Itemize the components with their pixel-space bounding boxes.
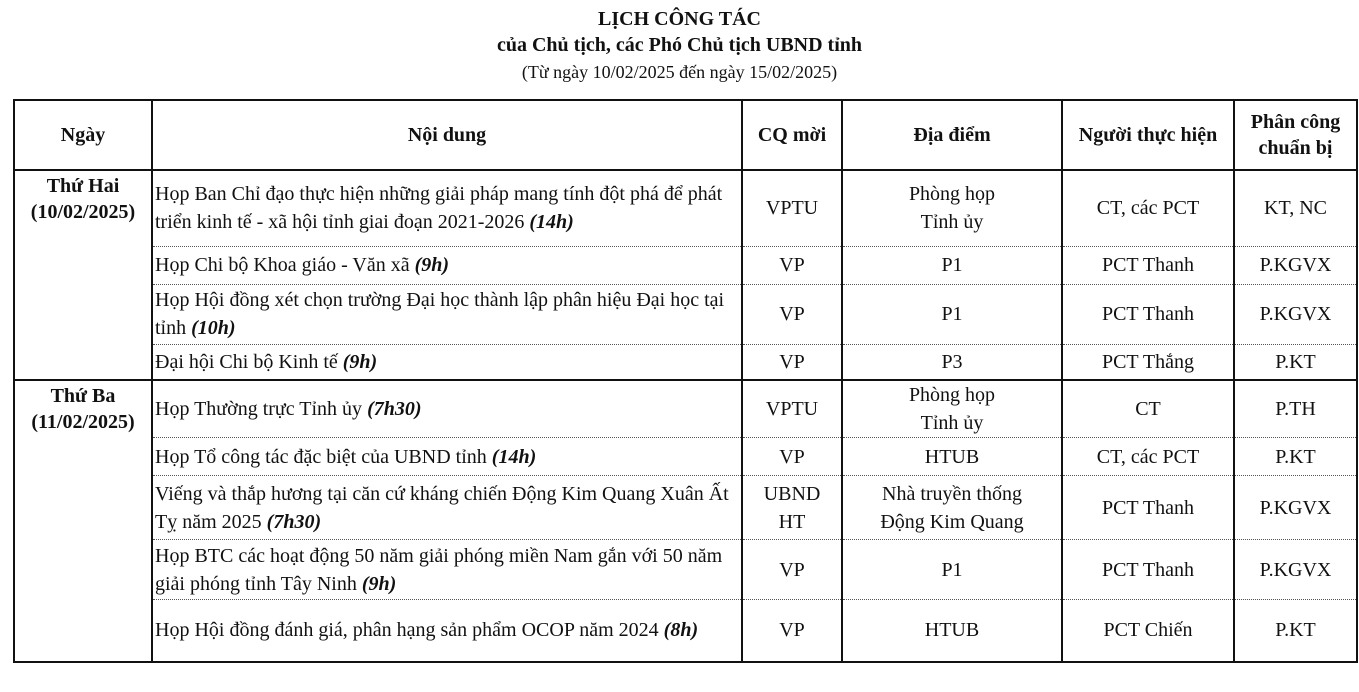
col-header-inviter: CQ mời <box>742 100 842 170</box>
content-cell <box>152 540 742 600</box>
inviter-line: UBND <box>763 482 821 505</box>
prep-cell: KT, NC <box>1234 170 1357 246</box>
inviter-cell <box>742 170 842 246</box>
location-line: Tỉnh ủy <box>920 211 984 234</box>
event-time: (9h) <box>361 572 397 595</box>
event-time: (10h) <box>191 317 236 339</box>
event-text: Họp Thường trực Tỉnh ủy <box>155 398 368 420</box>
day-cell <box>14 380 152 662</box>
event-time: (9h) <box>342 350 378 373</box>
event-time: (14h) <box>491 445 537 468</box>
prep-cell: P.TH <box>1234 380 1357 438</box>
document-subtitle: của Chủ tịch, các Phó Chủ tịch UBND tỉnh <box>496 34 863 56</box>
table-row <box>14 246 1357 284</box>
event-text: Đại hội Chi bộ Kinh tế <box>155 350 343 373</box>
location-cell <box>842 438 1062 476</box>
event-text: Họp BTC các hoạt động 50 năm giải phóng miền Nam gắn với 50 năm giải phóng tỉnh Tây Ninh <box>155 544 723 595</box>
content-cell <box>152 344 742 380</box>
content-cell <box>152 438 742 476</box>
location-line: Tỉnh ủy <box>920 412 984 434</box>
location-cell <box>842 540 1062 600</box>
event-text: Họp Ban Chỉ đạo thực hiện những giải pháp mang tính đột phá để phát triển kinh tế - xã hội tỉnh giai đoạn 2021-2026 <box>155 183 723 234</box>
performer-cell: CT <box>1062 380 1234 438</box>
inviter-line: VP <box>779 558 805 581</box>
performer-cell: CT, các PCT <box>1062 438 1234 476</box>
inviter-cell <box>742 600 842 662</box>
prep-cell: P.KT <box>1234 600 1357 662</box>
inviter-cell <box>742 540 842 600</box>
event-text: Họp Hội đồng đánh giá, phân hạng sản phẩm OCOP năm 2024 <box>155 619 664 642</box>
performer-cell: PCT Thanh <box>1062 284 1234 344</box>
content-cell <box>152 170 742 246</box>
col-header-prep-line2: chuẩn bị <box>1258 137 1333 159</box>
table-row <box>14 380 1357 438</box>
inviter-line: VPTU <box>765 398 819 420</box>
day-cell <box>14 170 152 380</box>
document-title: LỊCH CÔNG TÁC <box>598 8 761 30</box>
header-row <box>14 100 1357 170</box>
location-line: HTUB <box>924 445 980 468</box>
col-header-performer: Người thực hiện <box>1062 100 1234 170</box>
event-time: (7h30) <box>367 398 422 420</box>
location-line: HTUB <box>924 619 980 642</box>
location-line: Phòng họp <box>908 384 996 406</box>
event-time: (14h) <box>529 211 574 234</box>
content-cell <box>152 476 742 540</box>
location-cell <box>842 284 1062 344</box>
event-time: (8h) <box>663 619 699 642</box>
table-row <box>14 170 1357 246</box>
event-time: (9h) <box>414 254 450 276</box>
inviter-line: VPTU <box>765 197 819 220</box>
prep-cell: P.KT <box>1234 438 1357 476</box>
col-header-prep <box>1234 100 1357 170</box>
location-line: Phòng họp <box>908 183 996 206</box>
event-time: (7h30) <box>266 510 322 533</box>
inviter-line: VP <box>779 254 805 276</box>
inviter-line: VP <box>779 350 805 373</box>
inviter-cell <box>742 344 842 380</box>
content-cell <box>152 284 742 344</box>
location-cell <box>842 344 1062 380</box>
location-cell <box>842 170 1062 246</box>
event-text: Họp Tổ công tác đặc biệt của UBND tỉnh <box>155 445 492 468</box>
location-line: P1 <box>941 558 963 581</box>
inviter-cell <box>742 438 842 476</box>
table-row <box>14 600 1357 662</box>
inviter-line: HT <box>778 510 806 533</box>
day-date: (10/02/2025) <box>30 201 136 223</box>
prep-cell: P.KT <box>1234 344 1357 380</box>
content-cell <box>152 246 742 284</box>
location-cell <box>842 600 1062 662</box>
event-text: Họp Hội đồng xét chọn trường Đại học thành lập phân hiệu Đại học tại tỉnh <box>155 289 725 339</box>
performer-cell: PCT Chiến <box>1062 600 1234 662</box>
day-name: Thứ Hai <box>46 175 120 197</box>
content-cell <box>152 380 742 438</box>
location-cell <box>842 476 1062 540</box>
location-cell <box>842 380 1062 438</box>
performer-cell: CT, các PCT <box>1062 170 1234 246</box>
day-name: Thứ Ba <box>50 385 116 407</box>
col-header-prep-line1: Phân công <box>1250 111 1341 133</box>
performer-cell: PCT Thanh <box>1062 540 1234 600</box>
location-line: P1 <box>941 303 963 325</box>
prep-cell: P.KGVX <box>1234 540 1357 600</box>
prep-cell: P.KGVX <box>1234 246 1357 284</box>
location-line: P3 <box>941 350 963 373</box>
col-header-content: Nội dung <box>152 100 742 170</box>
inviter-line: VP <box>779 619 805 642</box>
location-cell <box>842 246 1062 284</box>
table-row <box>14 438 1357 476</box>
performer-cell: PCT Thanh <box>1062 476 1234 540</box>
inviter-line: VP <box>779 303 805 325</box>
content-cell <box>152 600 742 662</box>
schedule-body <box>14 170 1357 662</box>
prep-cell: P.KGVX <box>1234 284 1357 344</box>
inviter-cell <box>742 476 842 540</box>
table-row <box>14 344 1357 380</box>
day-date: (11/02/2025) <box>31 411 135 433</box>
inviter-line: VP <box>779 445 805 468</box>
performer-cell: PCT Thắng <box>1062 344 1234 380</box>
inviter-cell <box>742 380 842 438</box>
col-header-location: Địa điểm <box>842 100 1062 170</box>
table-row <box>14 284 1357 344</box>
performer-cell: PCT Thanh <box>1062 246 1234 284</box>
location-line: Động Kim Quang <box>880 510 1024 533</box>
col-header-day: Ngày <box>14 100 152 170</box>
inviter-cell <box>742 246 842 284</box>
table-row <box>14 476 1357 540</box>
schedule-table <box>13 99 1358 663</box>
date-range: (Từ ngày 10/02/2025 đến ngày 15/02/2025) <box>521 62 838 82</box>
table-row <box>14 540 1357 600</box>
event-text: Họp Chi bộ Khoa giáo - Văn xã <box>155 254 415 276</box>
event-text: Viếng và thắp hương tại căn cứ kháng chiến Động Kim Quang Xuân Ất Tỵ năm 2025 <box>155 482 729 533</box>
inviter-cell <box>742 284 842 344</box>
location-line: Nhà truyền thống <box>882 482 1022 505</box>
prep-cell: P.KGVX <box>1234 476 1357 540</box>
location-line: P1 <box>941 254 963 276</box>
